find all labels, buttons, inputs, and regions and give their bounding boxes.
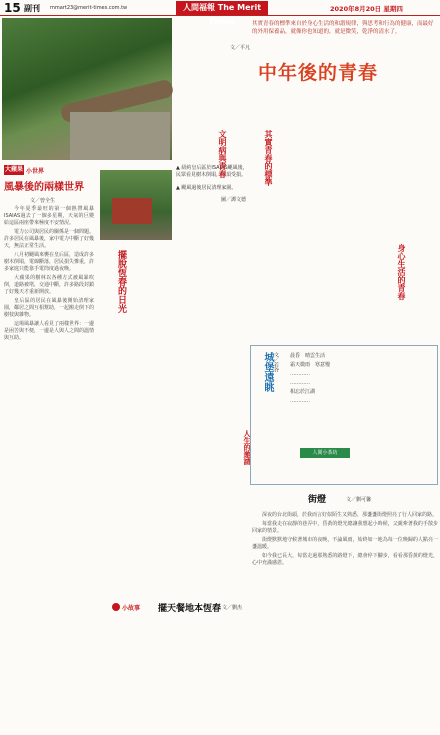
contact-email: mmart23@merit-times.com.tw [50,5,128,11]
poem-title: 城堡遠眺 [262,352,273,392]
paragraph: 電力公司與居民的關係是一個問題。許多居民在風暴後，家中電力中斷了好幾天，無法正常生活。 [4,229,95,249]
photo-credit: 圖／譚文德 [220,197,246,203]
article1-byline: 文／曾全生 [30,198,56,204]
section-name: 副刊 [24,4,40,13]
paragraph: 皇后區的居民在風暴後開始清理家園，鄰居之間互相幫助，一起搬走倒下的樹枝與雜物。 [4,298,95,318]
paragraph: 深夜的台北街頭，於我而言好似陌生又熟悉，那盞盞街燈照亮了行人回家的路。 [262,512,438,518]
feature-lead: 其實青春的標準來自於身心生活的和諧規律，與思考和行為的健康，而最好的外用保養品，就像你也知道的，就是微笑，乾淨的清水了。 [252,21,434,35]
bottom-tag-dot [112,603,120,611]
poem-line: 霜天微雨 寒意慢 [290,362,331,368]
poem-line: ………… [290,371,310,377]
article1-column: 小世界 [26,168,45,175]
page-number: 15 [4,1,21,15]
photo-caption-1: ▲ 紐約皇后區於ISAIAS颶風後，民眾看見樹木倒塌，屋頂受損。 [176,165,248,178]
feature-title: 中年後的青春 [257,62,378,84]
paragraph: 大蘋果的樹林以各種方式被風暴吹倒，道路被堵，交通中斷，許多路段封鎖了好幾天才重新開放。 [4,275,95,295]
paragraph: 今年夏季最旺的第一個熱帶風暴ISAIAS過去了一個多星期，天氣的巨變給這區兩座帶來極度不安情況。 [4,206,94,226]
feature-byline: 文／平凡 [230,45,251,51]
roof-shape [112,198,152,224]
middle-subhead-2: 人生的邀請 [243,430,251,465]
bottom-title: 擺天餐地本恆春 [158,604,222,614]
poem-byline: 文／若谷 [273,352,279,372]
bottom-byline: 文／劉杰 [222,605,243,611]
poem-line: ………… [290,398,310,404]
paragraph: 街燈默默地守候著城市的夜晚，不論風雨，始終如一地為每一位晚歸的人點亮一盞溫暖。 [252,537,438,550]
newspaper-logo: 人間福報 The Merit Times [176,1,268,15]
lamp-title: 街燈 [308,495,327,505]
paragraph: 每當我走在寂靜的巷弄中，昏黃的燈光總讓我想起小時候，父親牽著我的手散步回家的情景。 [252,521,438,534]
issue-date: 2020年8月20日 星期四 [330,5,403,13]
article1-tag: 大蘋果 [4,166,23,173]
road-shape [70,112,170,160]
poem-line: ………… [290,380,310,386]
article1-body [4,206,94,728]
feature-subhead-1: 其實青春的標準 [264,130,273,186]
lamp-byline: 文／劉可馨 [346,497,372,503]
middle-subhead: 擺脫恆春的日光 [116,250,126,313]
feature-subhead-3: 文明病與青春 [218,130,227,178]
poem-line: 晨昏 晴雲生活 [290,353,326,359]
article1-title: 風暴後的兩樣世界 [4,182,84,193]
paragraph: 這場風暴讓人看見了兩樣世界：一邊是困苦與不便，一邊是人與人之間的溫情與互助。 [4,321,95,341]
poem-tag: 人間小茶坊 [300,448,350,458]
feature-subhead-2: 身心生活的青春 [397,244,406,300]
paragraph: 如今我已長大，每當走過那熟悉的路燈下，總會停下腳步，看看那昏黃的燈光，心中充滿感恩。 [252,553,438,566]
paragraph: 八月初颶風來襲在皇后區，造成許多樹木倒塌，電線斷落，居民損失慘重，許多家庭只能靠手電筒度過夜晚。 [4,252,95,272]
poem-line: 相忘於江湖 [290,389,316,395]
photo-caption-2: ▲ 颶風過後居民清理家園。 [176,185,237,191]
bottom-column: 小故事 [122,605,141,612]
lamp-body [252,512,438,730]
